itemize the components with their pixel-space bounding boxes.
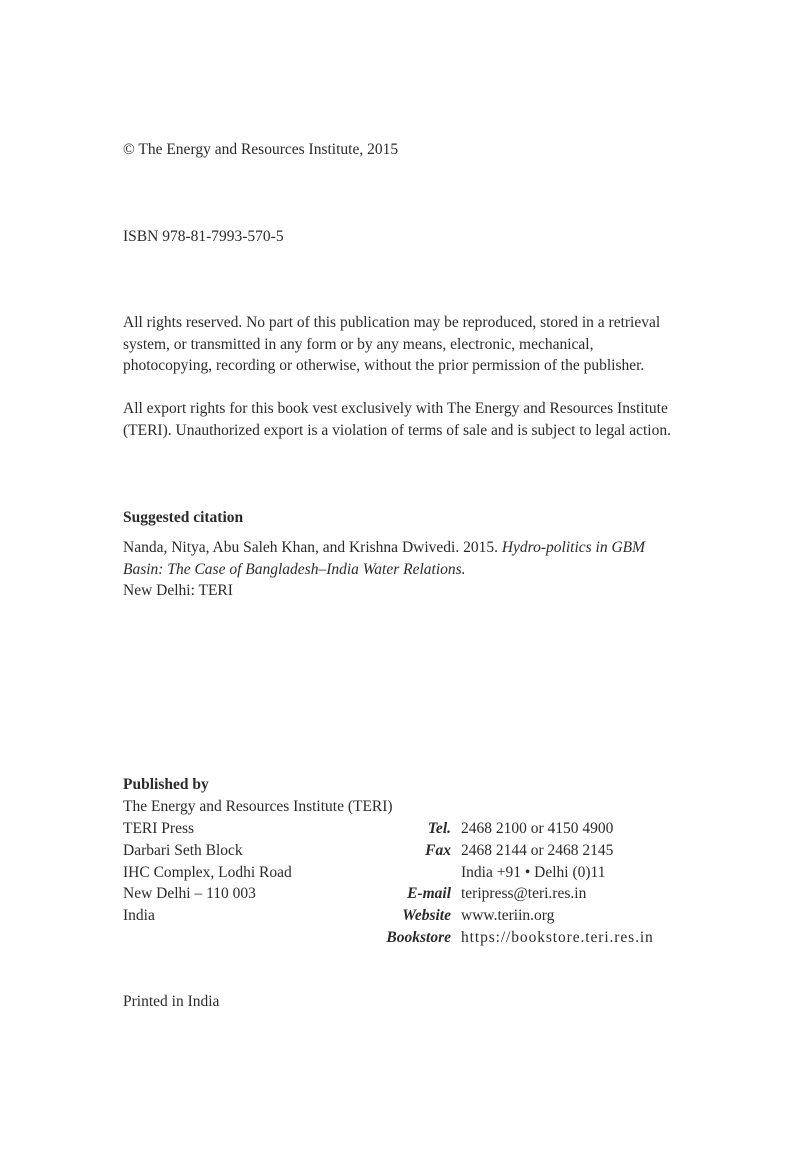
contact-value-bookstore: https://bookstore.teri.res.in [461,929,654,946]
citation-authors: Nanda, Nitya, Abu Saleh Khan, and Krishna Dwivedi. 2015. [123,539,502,556]
contact-value-dialing-codes: India +91 • Delhi (0)11 [461,864,606,881]
copyright-notice: © The Energy and Resources Institute, 2015 [123,141,399,158]
copyright-page [123,0,683,1150]
address-line: TERI Press [123,820,195,837]
contact-label-fax: Fax [425,842,451,859]
citation-title: Hydro-politics in GBM Basin: The Case of Bangladesh–India Water Relations. [123,539,646,578]
address-line: Darbari Seth Block [123,842,243,859]
publisher-row [123,818,673,840]
address-line: IHC Complex, Lodhi Road [123,864,292,881]
contact-value-website: www.teriin.org [461,907,555,924]
contact-label-email: E-mail [407,885,451,902]
contact-value-fax: 2468 2144 or 2468 2145 [461,842,614,859]
publisher-row [123,905,673,927]
contact-label-tel: Tel. [427,820,451,837]
publisher-row [123,927,673,949]
contact-label-website: Website [402,907,451,924]
contact-value-email: teripress@teri.res.in [461,885,587,902]
contact-label-bookstore: Bookstore [386,929,451,946]
export-rights-paragraph: All export rights for this book vest exclusively with The Energy and Resources Institute (TERI). Unauthorized export is a violation of terms of sale and is subject to legal action. [123,400,671,439]
suggested-citation-heading: Suggested citation [123,509,244,526]
published-by-heading: Published by [123,776,209,793]
address-line: India [123,907,155,924]
publisher-row [123,840,673,862]
address-line: New Delhi – 110 003 [123,885,256,902]
publisher-row [123,883,673,905]
rights-reserved-paragraph: All rights reserved. No part of this publication may be reproduced, stored in a retrieval system, or transmitted in any form or by any means, electronic, mechanical, photocopying, recording or otherwise, without the prior permission of the publisher. [123,314,661,374]
printed-in-india: Printed in India [123,993,220,1010]
publisher-row [123,862,673,884]
contact-value-tel: 2468 2100 or 4150 4900 [461,820,614,837]
citation-text [123,537,673,602]
citation-place: New Delhi: TERI [123,582,233,599]
publisher-organization: The Energy and Resources Institute (TERI) [123,798,393,815]
isbn: ISBN 978-81-7993-570-5 [123,228,284,245]
